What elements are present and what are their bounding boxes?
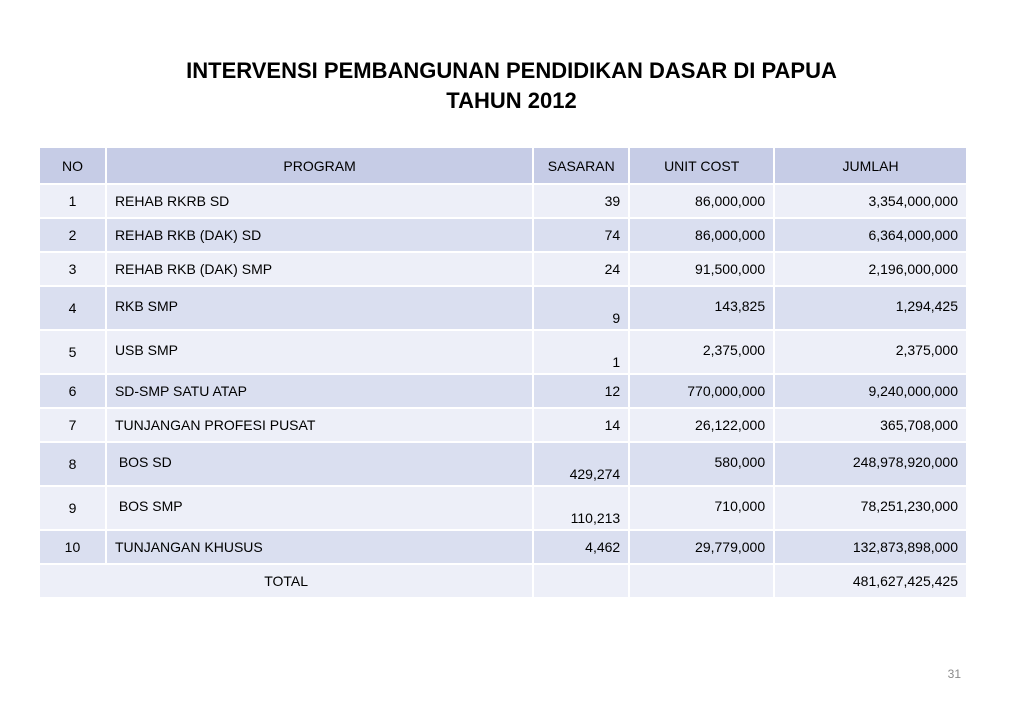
cell-no: 4 [40,286,106,330]
cell-jumlah: 132,873,898,000 [774,530,967,564]
title-line-2: TAHUN 2012 [446,88,577,113]
cell-sasaran: 9 [533,286,629,330]
total-jumlah: 481,627,425,425 [774,564,967,598]
cell-unit-cost: 770,000,000 [629,374,774,408]
cell-jumlah: 2,196,000,000 [774,252,967,286]
cell-unit-cost: 91,500,000 [629,252,774,286]
table-total-row [40,564,967,598]
cell-jumlah: 6,364,000,000 [774,218,967,252]
total-label: TOTAL [40,564,533,598]
cell-program: REHAB RKRB SD [106,184,533,218]
cell-unit-cost: 2,375,000 [629,330,774,374]
cell-program: SD-SMP SATU ATAP [106,374,533,408]
cell-program: REHAB RKB (DAK) SD [106,218,533,252]
table-row [40,408,967,442]
cell-no: 3 [40,252,106,286]
cell-sasaran: 1 [533,330,629,374]
header-no: NO [40,148,106,184]
total-unit-cost [629,564,774,598]
cell-program: BOS SD [106,442,533,486]
cell-unit-cost: 86,000,000 [629,184,774,218]
table-row [40,530,967,564]
cell-no: 6 [40,374,106,408]
cell-no: 5 [40,330,106,374]
table-row [40,252,967,286]
cell-sasaran: 24 [533,252,629,286]
cell-jumlah: 3,354,000,000 [774,184,967,218]
cell-sasaran: 74 [533,218,629,252]
table-row [40,486,967,530]
cell-program: TUNJANGAN KHUSUS [106,530,533,564]
cell-sasaran: 4,462 [533,530,629,564]
program-table [40,148,968,599]
cell-unit-cost: 86,000,000 [629,218,774,252]
header-jumlah: JUMLAH [774,148,967,184]
cell-program: RKB SMP [106,286,533,330]
cell-sasaran: 12 [533,374,629,408]
total-sasaran [533,564,629,598]
cell-sasaran: 110,213 [533,486,629,530]
cell-no: 8 [40,442,106,486]
cell-jumlah: 248,978,920,000 [774,442,967,486]
cell-program: TUNJANGAN PROFESI PUSAT [106,408,533,442]
table-row [40,442,967,486]
header-program: PROGRAM [106,148,533,184]
cell-sasaran: 14 [533,408,629,442]
header-unit-cost: UNIT COST [629,148,774,184]
cell-jumlah: 9,240,000,000 [774,374,967,408]
cell-program: REHAB RKB (DAK) SMP [106,252,533,286]
cell-unit-cost: 29,779,000 [629,530,774,564]
cell-no: 2 [40,218,106,252]
table-row [40,286,967,330]
header-sasaran: SASARAN [533,148,629,184]
cell-no: 10 [40,530,106,564]
title-line-1: INTERVENSI PEMBANGUNAN PENDIDIKAN DASAR DI PAPUA [186,58,837,83]
cell-unit-cost: 143,825 [629,286,774,330]
table-row [40,330,967,374]
cell-jumlah: 78,251,230,000 [774,486,967,530]
cell-no: 1 [40,184,106,218]
table-header-row [40,148,967,184]
slide-title [0,56,1023,116]
table-row [40,184,967,218]
cell-jumlah: 365,708,000 [774,408,967,442]
table-row [40,218,967,252]
cell-no: 7 [40,408,106,442]
cell-unit-cost: 580,000 [629,442,774,486]
cell-sasaran: 429,274 [533,442,629,486]
cell-sasaran: 39 [533,184,629,218]
table-row [40,374,967,408]
cell-program: BOS SMP [106,486,533,530]
cell-unit-cost: 26,122,000 [629,408,774,442]
page-number: 31 [947,667,961,681]
cell-jumlah: 1,294,425 [774,286,967,330]
cell-jumlah: 2,375,000 [774,330,967,374]
cell-unit-cost: 710,000 [629,486,774,530]
cell-program: USB SMP [106,330,533,374]
cell-no: 9 [40,486,106,530]
